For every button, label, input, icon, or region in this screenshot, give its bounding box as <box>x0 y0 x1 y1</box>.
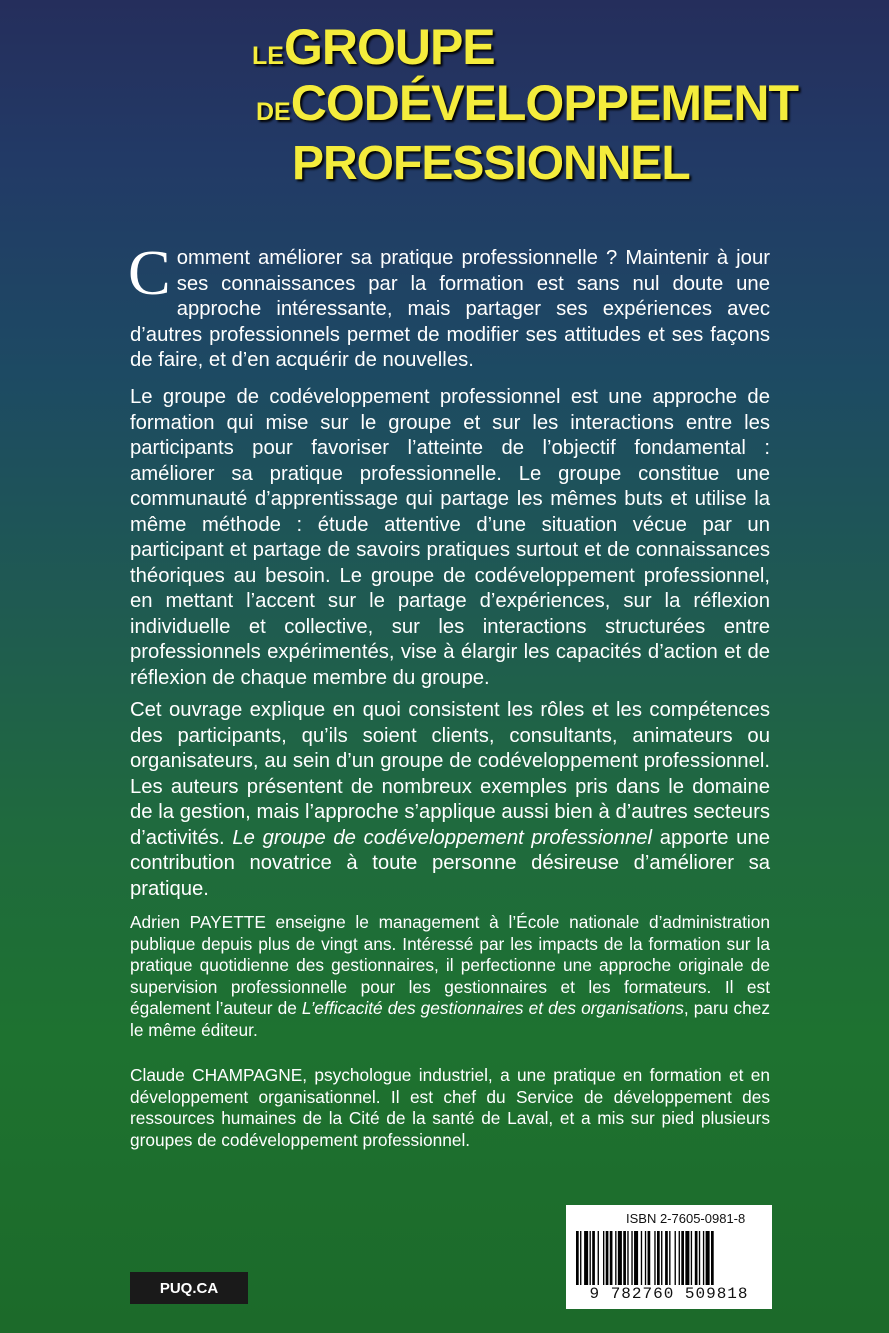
author-bio-champagne: Claude CHAMPAGNE, psychologue industriel, a une pratique en formation et en développement organisationnel. Il est chef du Service de développement des ressources humaines de la Cité de la santé de Laval, et a mis sur pied plusieurs groupes de codéveloppement professionnel. <box>130 1065 770 1150</box>
title-line-3 <box>292 137 690 190</box>
title-word-professionnel: PROFESSIONNEL <box>292 137 690 190</box>
intro-text: omment améliorer sa pratique professionnelle ? Maintenir à jour ses connaissances par la formation est sans nul doute une approche intéressante, mais partager ses expériences avec d’autres professionnels permet de modifier ses attitudes et ses façons de faire, et d’en acquérir de nouvelles. <box>130 247 770 371</box>
bio-payette-text-end: , paru chez le même éditeur. <box>130 998 770 1040</box>
barcode-label <box>566 1205 772 1309</box>
title-word-groupe: GROUPE <box>283 19 495 75</box>
bio-payette-text: Adrien PAYETTE enseigne le management à l’École nationale d’administration publique depuis plus de vingt ans. Intéressé par les impacts de la formation sur la pratique quotidienne des gestionnaires, il perfectionne une approche originale de supervision professionnelle pour les gestionnaires et les formateurs. Il est également l’auteur de <box>130 912 770 1018</box>
barcode-graphic <box>574 1231 764 1287</box>
title-word-codeveloppement: CODÉVELOPPEMENT <box>290 75 799 131</box>
intro-paragraph <box>128 237 770 374</box>
overview-text-end: apporte une contribution novatrice à toute personne désireuse d’améliorer sa pratique. <box>130 826 771 900</box>
description-paragraph: Le groupe de codéveloppement professionnel est une approche de formation qui mise sur le groupe et sur les interactions entre les participants pour favoriser l’atteinte de l’objectif fondamental : améliorer sa pratique professionnelle. Le groupe constitue une communauté d’apprentissage qui partage les mêmes buts et utilise la même méthode : étude attentive d’une situation vécue par un participant et partage de savoirs pratiques surtout et de connaissances théoriques au besoin. Le groupe de codéveloppement professionnel, en mettant l’accent sur le partage d’expériences, sur la réflexion individuelle et collective, sur les interactions structurées entre professionnels expérimentés, vise à élargir les capacités d’action et de réflexion de chaque membre du groupe. <box>130 386 770 689</box>
title-line-1 <box>252 19 495 75</box>
title-line-2 <box>256 75 799 131</box>
publisher-logo: PUQ.CA <box>130 1272 248 1304</box>
isbn-text: ISBN 2-7605-0981-8 <box>626 1211 746 1226</box>
overview-paragraph <box>130 698 770 902</box>
drop-cap: C <box>128 237 171 308</box>
title-preposition: DE <box>256 98 291 126</box>
overview-book-title: Le groupe de codéveloppement professionnel <box>232 826 653 849</box>
overview-text-start: Cet ouvrage explique en quoi consistent les rôles et les compétences des participants, qu’ils soient clients, consultants, animateurs ou organisateurs, au sein d’un groupe de codéveloppement professionnel. Les auteurs présentent de nombreux exemples pris dans le domaine de la gestion, mais l’approche s’applique aussi bien à d’autres secteurs d’activités. <box>130 699 770 849</box>
author-bio-payette <box>130 912 770 1041</box>
bio-payette-book-title: L’efficacité des gestionnaires et des organisations <box>301 998 684 1018</box>
barcode-digits: 9 782760 509818 <box>589 1285 749 1303</box>
title-article: LE <box>252 42 284 70</box>
